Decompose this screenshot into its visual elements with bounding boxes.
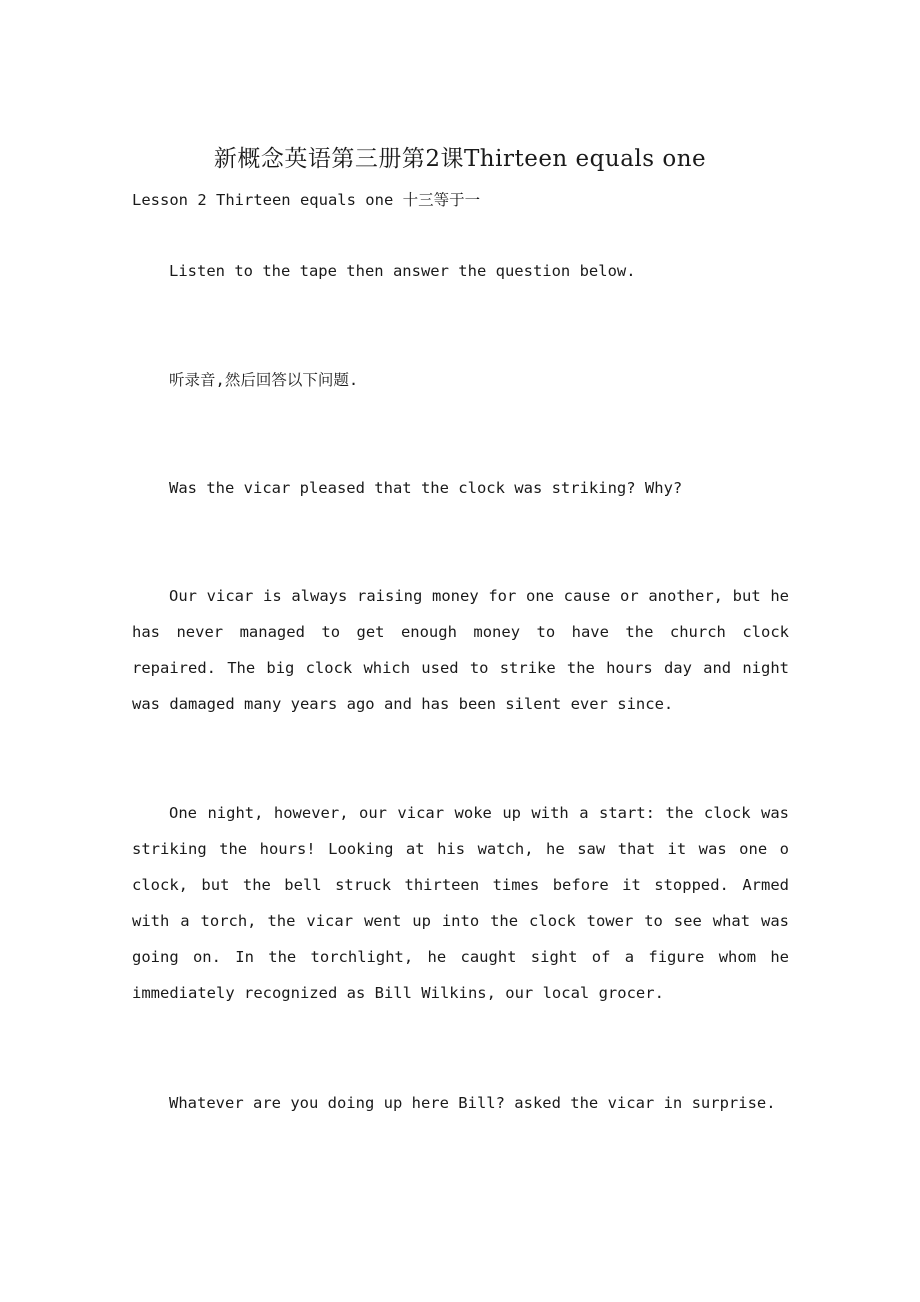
question-paragraph: Was the vicar pleased that the clock was striking? Why? <box>169 479 683 497</box>
lesson-subtitle: Lesson 2 Thirteen equals one 十三等于一 <box>132 191 481 209</box>
story-paragraph-3: Whatever are you doing up here Bill? asked the vicar in surprise. <box>169 1094 776 1112</box>
story-paragraph-1: Our vicar is always raising money for one cause or another, but he has never managed to get enough money to have the church clock repaired. The big clock which used to strike the hours day and night was damaged many years ago and has been silent ever since. <box>132 587 789 713</box>
instruction-paragraph-chinese: 听录音,然后回答以下问题. <box>169 371 359 389</box>
document-title: 新概念英语第三册第2课Thirteen equals one <box>213 146 707 172</box>
instruction-paragraph: Listen to the tape then answer the question below. <box>169 262 636 280</box>
story-paragraph-2: One night, however, our vicar woke up with a start: the clock was striking the hours! Looking at his watch, he saw that it was one o clock, but the bell struck thirteen times before it stopped. Armed with a torch, the vicar went up into the clock tower to see what was going on. In the torchlight, he caught sight of a figure whom he immediately recognized as Bill Wilkins, our local grocer. <box>132 804 789 1002</box>
